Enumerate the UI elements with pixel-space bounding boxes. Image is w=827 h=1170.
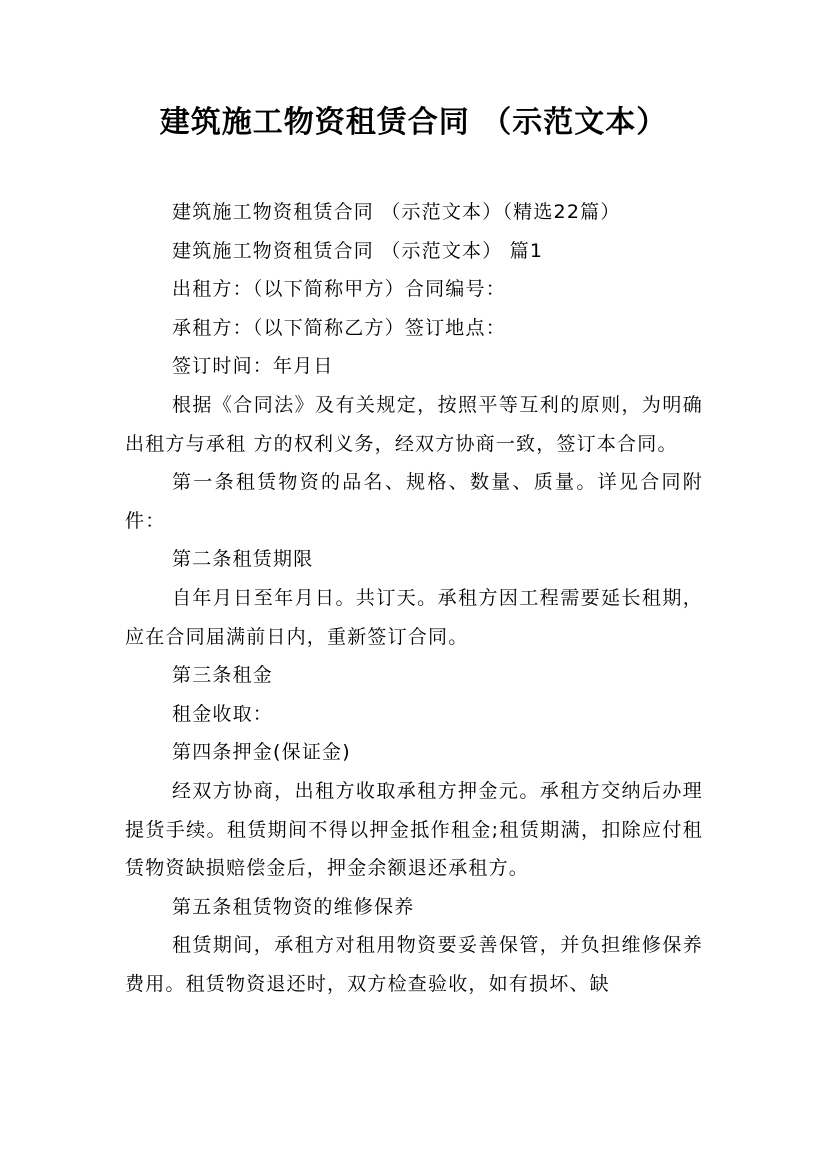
- article-2-heading: 第二条租赁期限: [172, 548, 314, 571]
- article-3-heading: 第三条租金: [172, 664, 274, 687]
- signing-date-line: 签订时间：年月日: [172, 355, 334, 378]
- article-5-heading: 第五条租赁物资的维修保养: [172, 895, 415, 918]
- article-4-heading: 第四条押金(保证金): [172, 741, 351, 764]
- section-heading: 建筑施工物资租赁合同 （示范文本） 篇1: [172, 239, 544, 262]
- article-4-paragraph: 经双方协商，出租方收取承租方押金元。承租方交纳后办理提货手续。租赁期间不得以押金抵作租金;租赁期满，扣除应付租赁物资缺损赔偿金后，押金余额退还承租方。: [125, 779, 703, 880]
- document-title: 建筑施工物资租赁合同 （示范文本）: [159, 105, 668, 140]
- article-5-paragraph: 租赁期间，承租方对租用物资要妥善保管，并负担维修保养费用。租赁物资退还时，双方检查验收，如有损坏、缺: [125, 934, 703, 995]
- lessor-line: 出租方：（以下简称甲方）合同编号：: [172, 278, 506, 301]
- article-2-paragraph: 自年月日至年月日。共订天。承租方因工程需要延长租期，应在合同届满前日内，重新签订合同。: [125, 586, 703, 648]
- lessee-line: 承租方：（以下简称乙方）签订地点：: [172, 316, 506, 339]
- rent-collection-line: 租金收取：: [172, 702, 274, 725]
- document-body: [125, 193, 703, 1003]
- article-1-paragraph: 第一条租赁物资的品名、规格、数量、质量。详见合同附件：: [125, 471, 703, 532]
- subtitle-line: 建筑施工物资租赁合同 （示范文本）（精选22篇）: [172, 201, 621, 223]
- preamble-paragraph: 根据《合同法》及有关规定，按照平等互利的原则，为明确出租方与承租 方的权利义务，经双方协商一致，签订本合同。: [125, 393, 703, 455]
